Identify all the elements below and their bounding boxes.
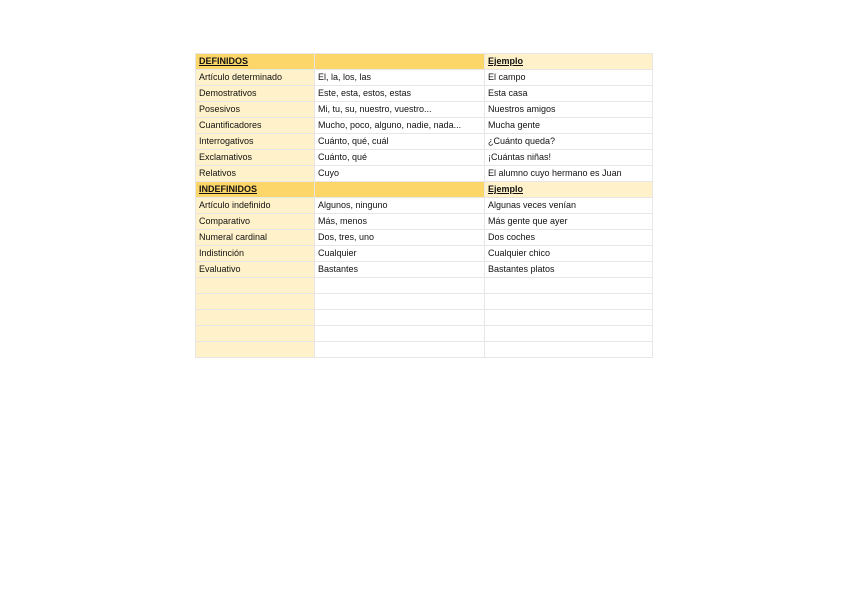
empty-row	[196, 294, 653, 310]
empty-row	[196, 342, 653, 358]
row-label-cell[interactable]: Demostrativos	[196, 86, 315, 102]
header-cell-middle[interactable]	[315, 182, 485, 198]
row-example-cell[interactable]: Mucha gente	[485, 118, 653, 134]
table-row	[196, 246, 653, 262]
row-label-cell[interactable]: Exclamativos	[196, 150, 315, 166]
row-example-cell[interactable]: El alumno cuyo hermano es Juan	[485, 166, 653, 182]
row-label-cell[interactable]: Relativos	[196, 166, 315, 182]
row-label-cell[interactable]: Artículo indefinido	[196, 198, 315, 214]
determinantes-table	[195, 53, 653, 358]
row-label-cell[interactable]: Indistinción	[196, 246, 315, 262]
table-row	[196, 118, 653, 134]
row-example-cell[interactable]: Cualquier chico	[485, 246, 653, 262]
row-example-cell[interactable]: ¿Cuánto queda?	[485, 134, 653, 150]
table-row	[196, 102, 653, 118]
row-label-cell[interactable]: Posesivos	[196, 102, 315, 118]
empty-value-cell[interactable]	[315, 342, 485, 358]
table-row	[196, 150, 653, 166]
row-value-cell[interactable]: El, la, los, las	[315, 70, 485, 86]
row-example-cell[interactable]: El campo	[485, 70, 653, 86]
row-value-cell[interactable]: Mucho, poco, alguno, nadie, nada...	[315, 118, 485, 134]
row-label-cell[interactable]: Artículo determinado	[196, 70, 315, 86]
empty-example-cell[interactable]	[485, 278, 653, 294]
empty-value-cell[interactable]	[315, 278, 485, 294]
row-label-cell[interactable]: Comparativo	[196, 214, 315, 230]
empty-example-cell[interactable]	[485, 294, 653, 310]
table-row	[196, 230, 653, 246]
row-value-cell[interactable]: Bastantes	[315, 262, 485, 278]
empty-value-cell[interactable]	[315, 310, 485, 326]
section-header-indefinidos	[196, 182, 653, 198]
table-body	[196, 54, 653, 358]
header-cell-title[interactable]	[196, 54, 315, 70]
row-value-cell[interactable]: Cuánto, qué	[315, 150, 485, 166]
row-value-cell[interactable]: Este, esta, estos, estas	[315, 86, 485, 102]
row-example-cell[interactable]: ¡Cuántas niñas!	[485, 150, 653, 166]
row-value-cell[interactable]: Dos, tres, uno	[315, 230, 485, 246]
section-header-definidos	[196, 54, 653, 70]
header-cell-example[interactable]	[485, 182, 653, 198]
table-row	[196, 198, 653, 214]
empty-label-cell[interactable]	[196, 278, 315, 294]
header-cell-example[interactable]	[485, 54, 653, 70]
row-example-cell[interactable]: Bastantes platos	[485, 262, 653, 278]
row-example-cell[interactable]: Esta casa	[485, 86, 653, 102]
row-value-cell[interactable]: Cuyo	[315, 166, 485, 182]
table-row	[196, 86, 653, 102]
empty-label-cell[interactable]	[196, 342, 315, 358]
empty-label-cell[interactable]	[196, 294, 315, 310]
table-row	[196, 262, 653, 278]
row-label-cell[interactable]: Numeral cardinal	[196, 230, 315, 246]
example-heading: Ejemplo	[488, 56, 524, 66]
empty-row	[196, 310, 653, 326]
row-value-cell[interactable]: Mi, tu, su, nuestro, vuestro...	[315, 102, 485, 118]
row-value-cell[interactable]: Algunos, ninguno	[315, 198, 485, 214]
row-example-cell[interactable]: Nuestros amigos	[485, 102, 653, 118]
table-row	[196, 134, 653, 150]
empty-example-cell[interactable]	[485, 326, 653, 342]
empty-label-cell[interactable]	[196, 310, 315, 326]
row-example-cell[interactable]: Dos coches	[485, 230, 653, 246]
row-example-cell[interactable]: Algunas veces venían	[485, 198, 653, 214]
empty-example-cell[interactable]	[485, 310, 653, 326]
table-row	[196, 166, 653, 182]
row-label-cell[interactable]: Interrogativos	[196, 134, 315, 150]
empty-row	[196, 326, 653, 342]
table-row	[196, 214, 653, 230]
row-value-cell[interactable]: Cuánto, qué, cuál	[315, 134, 485, 150]
empty-label-cell[interactable]	[196, 326, 315, 342]
row-label-cell[interactable]: Cuantificadores	[196, 118, 315, 134]
example-heading: Ejemplo	[488, 184, 524, 194]
row-value-cell[interactable]: Más, menos	[315, 214, 485, 230]
header-cell-middle[interactable]	[315, 54, 485, 70]
empty-example-cell[interactable]	[485, 342, 653, 358]
empty-value-cell[interactable]	[315, 326, 485, 342]
section-title: INDEFINIDOS	[199, 184, 258, 194]
empty-row	[196, 278, 653, 294]
header-cell-title[interactable]	[196, 182, 315, 198]
row-value-cell[interactable]: Cualquier	[315, 246, 485, 262]
table-row	[196, 70, 653, 86]
row-label-cell[interactable]: Evaluativo	[196, 262, 315, 278]
section-title: DEFINIDOS	[199, 56, 249, 66]
empty-value-cell[interactable]	[315, 294, 485, 310]
row-example-cell[interactable]: Más gente que ayer	[485, 214, 653, 230]
